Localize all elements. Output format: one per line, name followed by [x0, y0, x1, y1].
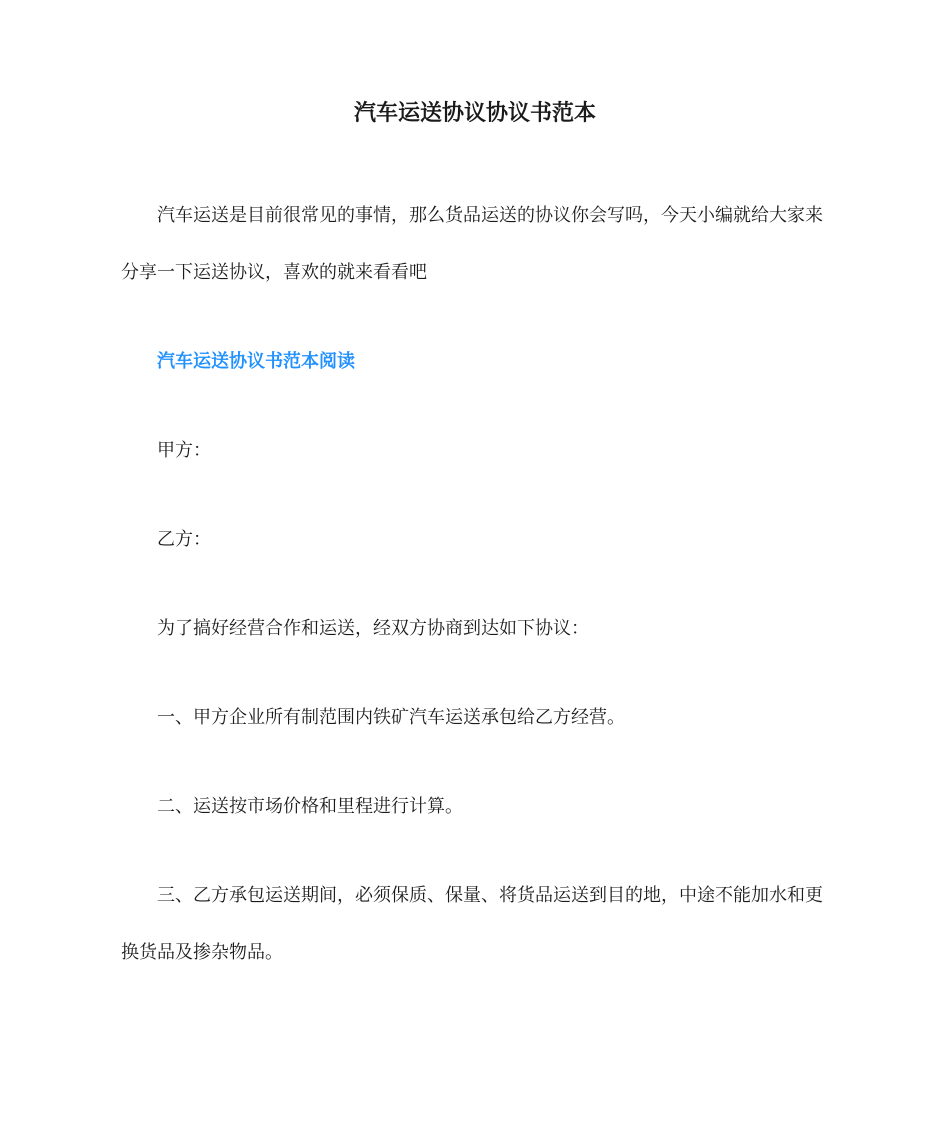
- intro-paragraph: 汽车运送是目前很常见的事情，那么货品运送的协议你会写吗，今天小编就给大家来分享一下运送协议，喜欢的就来看看吧: [121, 205, 823, 283]
- party-b-label: 乙方：: [157, 529, 211, 550]
- clause-3: 三、乙方承包运送期间，必须保质、保量、将货品运送到目的地，中途不能加水和更换货品及掺杂物品。: [121, 885, 823, 963]
- clause-2: 二、运送按市场价格和里程进行计算。: [157, 796, 463, 817]
- party-a-label: 甲方：: [157, 440, 211, 461]
- section-heading-link[interactable]: 汽车运送协议书范本阅读: [157, 351, 355, 372]
- preamble-paragraph: 为了搞好经营合作和运送，经双方协商到达如下协议：: [157, 618, 589, 639]
- document-title: 汽车运送协议协议书范本: [353, 101, 596, 126]
- clause-1: 一、甲方企业所有制范围内铁矿汽车运送承包给乙方经营。: [157, 707, 625, 728]
